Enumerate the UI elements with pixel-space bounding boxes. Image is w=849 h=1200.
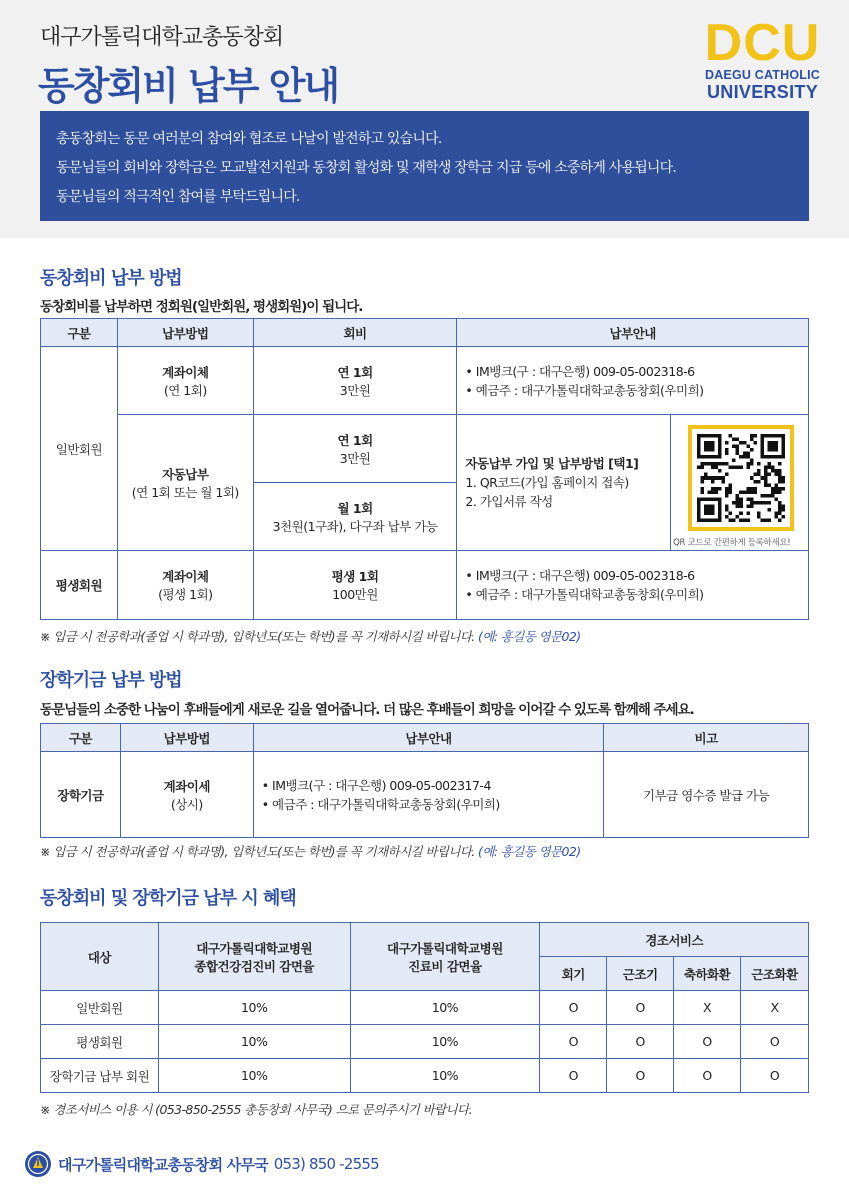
- table-row: [41, 347, 809, 415]
- lifetime-fee-sub: 100만원: [332, 587, 378, 602]
- benefit-service: O: [607, 1025, 674, 1059]
- benefits-note: ※ 경조서비스 이용 시 (053-850-2555 총동창회 사무국) 으로 문의주시기 바랍니다.: [40, 1102, 472, 1117]
- general-member-label: 일반회원: [41, 347, 118, 551]
- fee-note: [40, 627, 581, 645]
- auto-annual-fee-cell: [253, 415, 457, 483]
- auto-guide-2: 2. 가입서류 작성: [465, 494, 553, 509]
- auto-monthly-fee-cell: [253, 483, 457, 551]
- qr-caption: QR 코드로 간편하게 등록하세요!: [673, 538, 791, 548]
- scholarship-header-guide: 납부안내: [253, 724, 604, 752]
- service-header-2: 근조기: [607, 957, 674, 991]
- service-header-4: 근조화환: [741, 957, 809, 991]
- benefits-section-title: 동창회비 및 장학기금 납부 시 혜택: [40, 888, 296, 909]
- auto-method: 자동납부: [162, 466, 209, 482]
- benefit-checkup: 10%: [158, 1025, 350, 1059]
- logo-mark: DCU: [704, 14, 821, 72]
- lifetime-member-label: 평생회원: [41, 551, 118, 620]
- auto-method-cell: [117, 415, 253, 551]
- benefit-service: O: [540, 1059, 607, 1093]
- benefit-service: X: [674, 991, 741, 1025]
- lifetime-fee-cell: [253, 551, 457, 620]
- header-band: [0, 0, 849, 238]
- page-title: 동창회비 납부 안내: [38, 64, 339, 108]
- benefit-checkup: 10%: [158, 1059, 350, 1093]
- benefits-header-medical: [350, 923, 540, 991]
- scholarship-category: 장학기금: [41, 752, 121, 838]
- scholarship-table-header: [41, 724, 809, 752]
- benefits-header-checkup-1: 대구가톨릭대학교병원: [196, 940, 313, 956]
- lifetime-method-sub: (평생 1회): [158, 587, 213, 602]
- fee-header-guide: 납부안내: [457, 319, 809, 347]
- benefits-table: [40, 922, 809, 1093]
- fee-table: [40, 318, 809, 620]
- auto-guide-cell: [457, 415, 671, 551]
- auto-annual-fee: 연 1회: [337, 432, 373, 448]
- benefit-service: X: [741, 991, 809, 1025]
- benefit-target: 장학기금 납부 회원: [41, 1059, 159, 1093]
- account-holder-line: • 예금주 : 대구가톨릭대학교총동창회(우미희): [465, 382, 704, 398]
- benefit-checkup: 10%: [158, 991, 350, 1025]
- transfer-method: 계좌이체: [162, 364, 209, 380]
- benefits-header-medical-1: 대구가톨릭대학교병원: [387, 940, 503, 956]
- scholarship-header-method: 납부방법: [120, 724, 253, 752]
- table-row: [41, 752, 809, 838]
- footer: [24, 1150, 379, 1178]
- benefit-service: O: [540, 991, 607, 1025]
- alumni-emblem-icon: [24, 1150, 52, 1178]
- auto-method-sub: (연 1회 또는 월 1회): [131, 484, 239, 500]
- scholarship-method-cell: [120, 752, 253, 838]
- dcu-logo: [700, 14, 825, 102]
- benefits-header-medical-2: 진료비 감면율: [408, 958, 482, 974]
- benefits-header-services: 경조서비스: [540, 923, 809, 957]
- scholarship-note-example: (예: 홍길동 영문02): [478, 844, 581, 859]
- fee-section-title: 동창회비 납부 방법: [40, 268, 182, 289]
- scholarship-holder-line: • 예금주 : 대구가톨릭대학교총동창회(우미희): [261, 796, 500, 812]
- benefits-header-checkup: [158, 923, 350, 991]
- fee-note-text: ※ 입금 시 전공학과(졸업 시 학과명), 입학년도(또는 학번)를 꼭 기재하시길 바립니다.: [40, 629, 475, 644]
- scholarship-section-desc: 동문님들의 소중한 나눔이 후배들에게 새로운 길을 열어줍니다. 더 많은 후배들이 희망을 이어갈 수 있도록 함께해 주세요.: [40, 702, 694, 718]
- benefit-service: O: [607, 1059, 674, 1093]
- table-row: [41, 415, 809, 483]
- transfer-method-sub: (연 1회): [163, 382, 207, 398]
- benefit-service: O: [607, 991, 674, 1025]
- logo-line1: DAEGU CATHOLIC: [704, 68, 821, 82]
- scholarship-header-remark: 비고: [604, 724, 809, 752]
- scholarship-header-category: 구분: [41, 724, 121, 752]
- qr-code-icon[interactable]: [688, 425, 794, 531]
- scholarship-method: 계좌이세: [163, 778, 210, 794]
- intro-line-1: 총동창회는 동문 여러분의 참여와 협조로 나날이 발전하고 있습니다.: [56, 131, 442, 147]
- service-header-3: 축하화환: [674, 957, 741, 991]
- fee-note-example: (예: 홍길동 영문02): [478, 629, 581, 644]
- benefit-service: O: [674, 1025, 741, 1059]
- scholarship-table: [40, 723, 809, 838]
- transfer-method-cell: [117, 347, 253, 415]
- benefits-table-header: [41, 923, 809, 957]
- bank-account-line: • IM뱅크(구 : 대구은행) 009-05-002318-6: [465, 363, 695, 379]
- footer-office: 대구가톨릭대학교총동창회 사무국: [58, 1155, 268, 1174]
- footer-phone[interactable]: 053) 850 -2555: [273, 1155, 379, 1173]
- benefits-header-checkup-2: 종합건강검진비 감면율: [194, 958, 314, 974]
- lifetime-method: 계좌이체: [162, 569, 209, 584]
- benefit-medical: 10%: [350, 1025, 540, 1059]
- benefits-header-target: 대상: [41, 923, 159, 991]
- auto-annual-fee-sub: 3만원: [339, 450, 371, 466]
- lifetime-fee: 평생 1회: [331, 569, 379, 584]
- org-name: 대구가톨릭대학교총동창회: [40, 25, 284, 50]
- account-holder-line: • 예금주 : 대구가톨릭대학교총동창회(우미희): [465, 587, 704, 602]
- qr-cell: [671, 415, 809, 551]
- intro-box: [40, 111, 809, 221]
- scholarship-section-title: 장학기금 납부 방법: [40, 670, 182, 691]
- table-row: [41, 1059, 809, 1093]
- benefit-medical: 10%: [350, 991, 540, 1025]
- fee-header-fee: 회비: [253, 319, 457, 347]
- logo-line2: UNIVERSITY: [706, 82, 819, 102]
- scholarship-note: [40, 842, 581, 860]
- benefit-service: O: [741, 1025, 809, 1059]
- intro-line-3: 동문님들의 적극적인 참여를 부탁드립니다.: [56, 189, 300, 205]
- benefit-target: 평생회원: [41, 1025, 159, 1059]
- fee-section-desc: 동창회비를 납부하면 정회원(일반회원, 평생회원)이 됩니다.: [40, 299, 363, 315]
- auto-monthly-fee: 월 1회: [337, 500, 373, 516]
- transfer-guide-cell: [457, 347, 809, 415]
- scholarship-method-sub: (상시): [170, 796, 203, 812]
- service-header-1: 회기: [540, 957, 607, 991]
- intro-line-2: 동문님들의 회비와 장학금은 모교발전지원과 동창회 활성화 및 재학생 장학금 지급 등에 소중하게 사용됩니다.: [56, 160, 677, 176]
- lifetime-guide-cell: [457, 551, 809, 620]
- table-row: [41, 551, 809, 620]
- fee-table-header: [41, 319, 809, 347]
- benefit-service: O: [674, 1059, 741, 1093]
- auto-monthly-fee-sub: 3천원(1구좌), 다구좌 납부 가능: [272, 518, 438, 534]
- transfer-fee-cell: [253, 347, 457, 415]
- scholarship-remark: 기부금 영수증 발급 가능: [604, 752, 809, 838]
- transfer-fee: 연 1회: [337, 364, 373, 380]
- fee-header-method: 납부방법: [117, 319, 253, 347]
- benefit-medical: 10%: [350, 1059, 540, 1093]
- table-row: [41, 991, 809, 1025]
- bank-account-line: • IM뱅크(구 : 대구은행) 009-05-002318-6: [465, 568, 695, 583]
- fee-header-category: 구분: [41, 319, 118, 347]
- scholarship-bank-line: • IM뱅크(구 : 대구은행) 009-05-002317-4: [261, 777, 491, 793]
- lifetime-method-cell: [117, 551, 253, 620]
- benefit-target: 일반회원: [41, 991, 159, 1025]
- benefit-service: O: [741, 1059, 809, 1093]
- scholarship-guide-cell: [253, 752, 604, 838]
- scholarship-note-text: ※ 입금 시 전공학과(졸업 시 학과명), 입학년도(또는 학번)를 꼭 기재하시길 바립니다.: [40, 844, 475, 859]
- benefit-service: O: [540, 1025, 607, 1059]
- transfer-fee-sub: 3만원: [339, 382, 371, 398]
- auto-guide-1: 1. QR코드(가입 홈페이지 접속): [465, 475, 629, 490]
- auto-guide-title: 자동납부 가입 및 납부방법 [택1]: [465, 456, 639, 471]
- table-row: [41, 1025, 809, 1059]
